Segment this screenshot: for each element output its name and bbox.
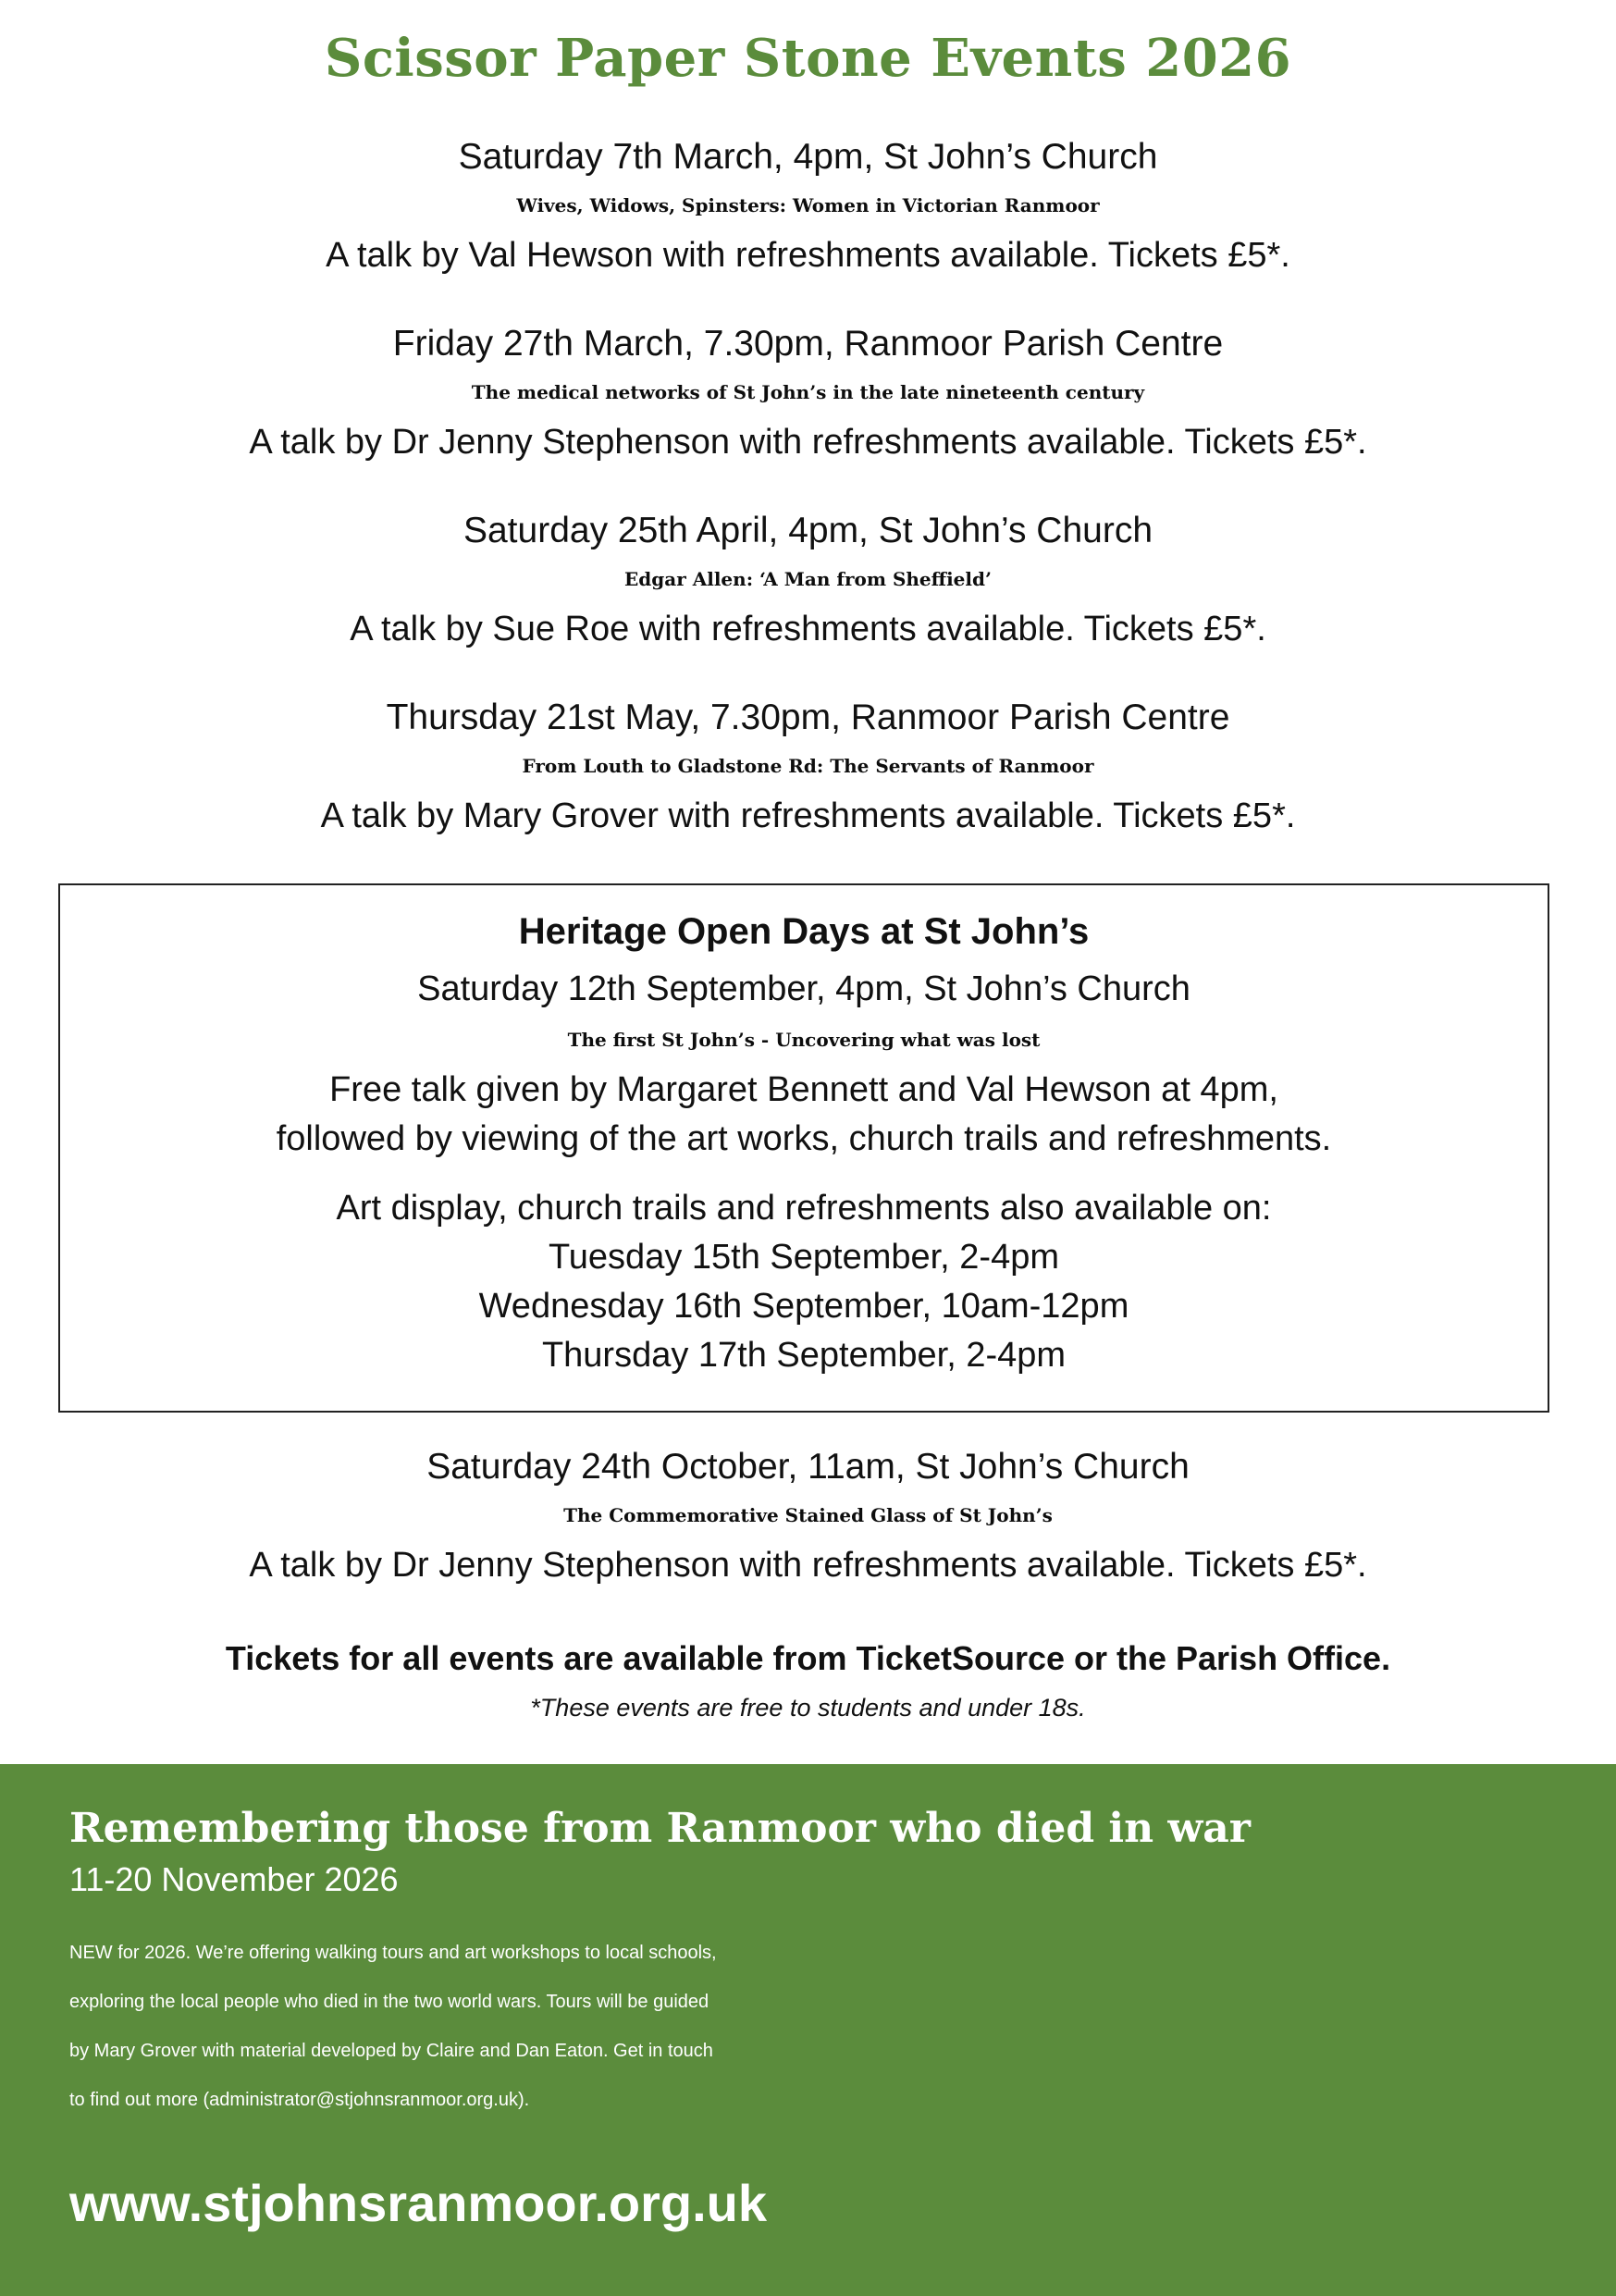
heritage-open-days-box: [58, 883, 1549, 1413]
website-link[interactable]: www.stjohnsranmoor.org.uk: [69, 2174, 768, 2232]
event-block: [0, 1445, 1616, 1589]
event-date: Thursday 21st May, 7.30pm, Ranmoor Parish Centre: [386, 697, 1230, 737]
event-description: A talk by Dr Jenny Stephenson with refreshments available. Tickets £5*.: [249, 423, 1367, 462]
heritage-extra-date: Thursday 17th September, 2-4pm: [541, 1336, 1067, 1375]
remembering-body-line: by Mary Grover with material developed by Claire and Dan Eaton. Get in touch: [69, 2041, 713, 2061]
heritage-extra-date: Tuesday 15th September, 2-4pm: [548, 1238, 1060, 1277]
event-title: Wives, Widows, Spinsters: Women in Victorian Ranmoor: [516, 194, 1100, 216]
event-description: A talk by Sue Roe with refreshments available. Tickets £5*.: [350, 610, 1266, 648]
event-date: Saturday 24th October, 11am, St John’s Church: [426, 1447, 1190, 1487]
event-description: A talk by Mary Grover with refreshments available. Tickets £5*.: [320, 796, 1296, 835]
event-block: [0, 696, 1616, 840]
remembering-body: [69, 1929, 1549, 2125]
free-note: *These events are free to students and under 18s.: [530, 1694, 1086, 1722]
tickets-note: Tickets for all events are available from TicketSource or the Parish Office.: [225, 1639, 1391, 1677]
event-description: A talk by Dr Jenny Stephenson with refreshments available. Tickets £5*.: [249, 1546, 1367, 1585]
heritage-description-line: followed by viewing of the art works, church trails and refreshments.: [276, 1119, 1332, 1158]
heritage-extra-date: Wednesday 16th September, 10am-12pm: [478, 1287, 1129, 1326]
event-block: [0, 135, 1616, 279]
remembering-body-line: NEW for 2026. We’re offering walking tours and art workshops to local schools,: [69, 1943, 717, 1963]
event-block: [0, 509, 1616, 653]
page-title: Scissor Paper Stone Events 2026: [324, 28, 1292, 89]
heritage-title: The first St John’s - Uncovering what was lost: [567, 1029, 1041, 1051]
event-title: Edgar Allen: ‘A Man from Sheffield’: [624, 568, 992, 590]
event-title: From Louth to Gladstone Rd: The Servants of Ranmoor: [522, 755, 1094, 777]
heritage-also-available: Art display, church trails and refreshments also available on:: [336, 1189, 1272, 1228]
event-title: The medical networks of St John’s in the late nineteenth century: [471, 381, 1145, 403]
event-description: A talk by Val Hewson with refreshments available. Tickets £5*.: [326, 236, 1290, 275]
remembering-panel: [0, 1764, 1616, 2296]
heritage-date: Saturday 12th September, 4pm, St John’s Church: [417, 969, 1190, 1008]
heritage-heading: Heritage Open Days at St John’s: [518, 911, 1090, 952]
event-date: Friday 27th March, 7.30pm, Ranmoor Parish Centre: [392, 324, 1224, 364]
event-block: [0, 322, 1616, 466]
event-date: Saturday 25th April, 4pm, St John’s Church: [463, 511, 1153, 550]
remembering-date: 11-20 November 2026: [69, 1860, 399, 1898]
heritage-description-line: Free talk given by Margaret Bennett and Val Hewson at 4pm,: [329, 1070, 1278, 1109]
remembering-body-line: exploring the local people who died in the two world wars. Tours will be guided: [69, 1992, 709, 2012]
event-title: The Commemorative Stained Glass of St John’s: [563, 1504, 1053, 1526]
event-date: Saturday 7th March, 4pm, St John’s Church: [458, 137, 1158, 177]
remembering-title: Remembering those from Ranmoor who died in war: [69, 1805, 1251, 1852]
remembering-body-line: to find out more (administrator@stjohnsranmoor.org.uk).: [69, 2090, 530, 2110]
